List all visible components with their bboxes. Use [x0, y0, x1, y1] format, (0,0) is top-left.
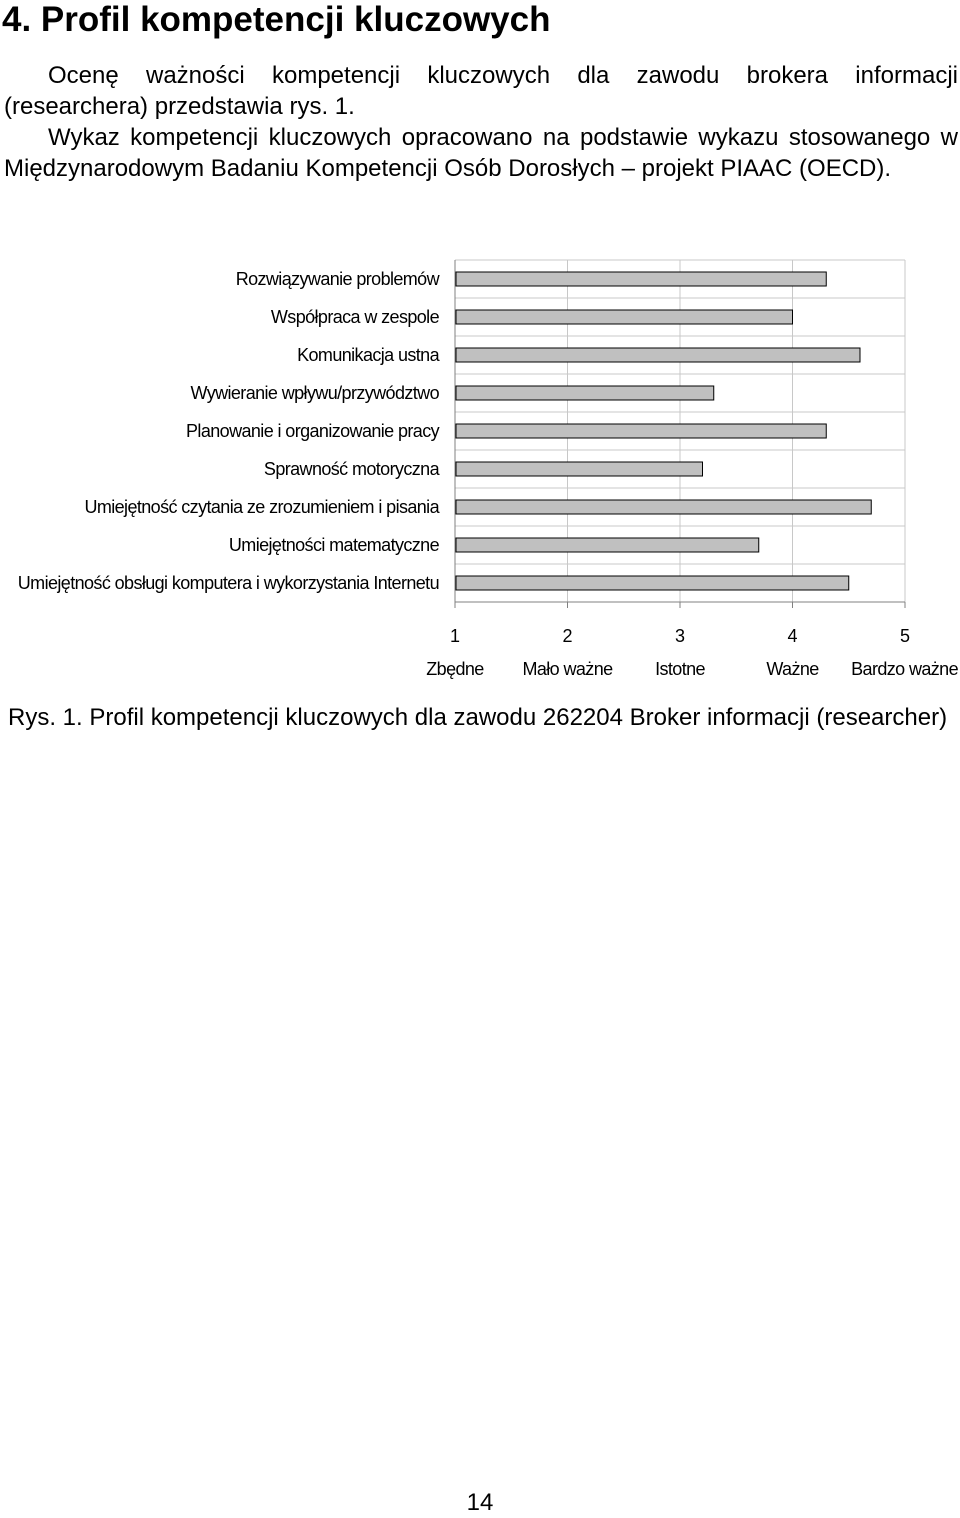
chart-category-labels: [18, 269, 441, 593]
x-tick-description: Zbędne: [426, 659, 484, 679]
x-tick-description: Bardzo ważne: [851, 659, 958, 679]
category-label: Wywieranie wpływu/przywództwo: [190, 383, 439, 403]
competency-bar-chart: [0, 250, 960, 690]
x-tick-label: 5: [899, 626, 911, 646]
source-paragraph: Wykaz kompetencji kluczowych opracowano na podstawie wykazu stosowanego w Międzynarodowym Badaniu Kompetencji Osób Dorosłych – projekt PIAAC (OECD).: [4, 124, 958, 182]
bar: [456, 462, 703, 476]
intro-paragraph: Ocenę ważności kompetencji kluczowych dla zawodu brokera informacji (researchera) przedstawia rys. 1.: [4, 62, 958, 120]
x-tick-description: Istotne: [655, 659, 705, 679]
x-tick-label: 2: [562, 626, 573, 646]
bar: [456, 310, 793, 324]
bar: [456, 576, 849, 590]
category-label: Współpraca w zespole: [270, 307, 439, 327]
category-label: Komunikacja ustna: [297, 345, 439, 365]
category-label: Umiejętności matematyczne: [228, 535, 439, 555]
x-tick-description: Mało ważne: [522, 659, 613, 679]
bar: [456, 424, 826, 438]
x-tick-label: 4: [787, 626, 798, 646]
bar: [456, 500, 871, 514]
section-heading: 4. Profil kompetencji kluczowych: [2, 0, 551, 39]
bar: [456, 538, 759, 552]
x-tick-description: Ważne: [766, 659, 819, 679]
category-label: Planowanie i organizowanie pracy: [186, 421, 439, 441]
page-number: 14: [466, 1489, 494, 1516]
bar: [456, 272, 826, 286]
category-label: Rozwiązywanie problemów: [235, 269, 439, 289]
category-label: Sprawność motoryczna: [263, 459, 439, 479]
category-label: Umiejętność obsługi komputera i wykorzystania Internetu: [17, 573, 439, 593]
bar: [456, 348, 860, 362]
category-label: Umiejętność czytania ze zrozumieniem i pisania: [84, 497, 439, 517]
chart-bars: [456, 272, 871, 590]
figure-caption: Rys. 1. Profil kompetencji kluczowych dla zawodu 262204 Broker informacji (researcher): [8, 704, 948, 731]
bar: [456, 386, 714, 400]
x-tick-label: 1: [449, 626, 461, 646]
x-tick-label: 3: [674, 626, 686, 646]
